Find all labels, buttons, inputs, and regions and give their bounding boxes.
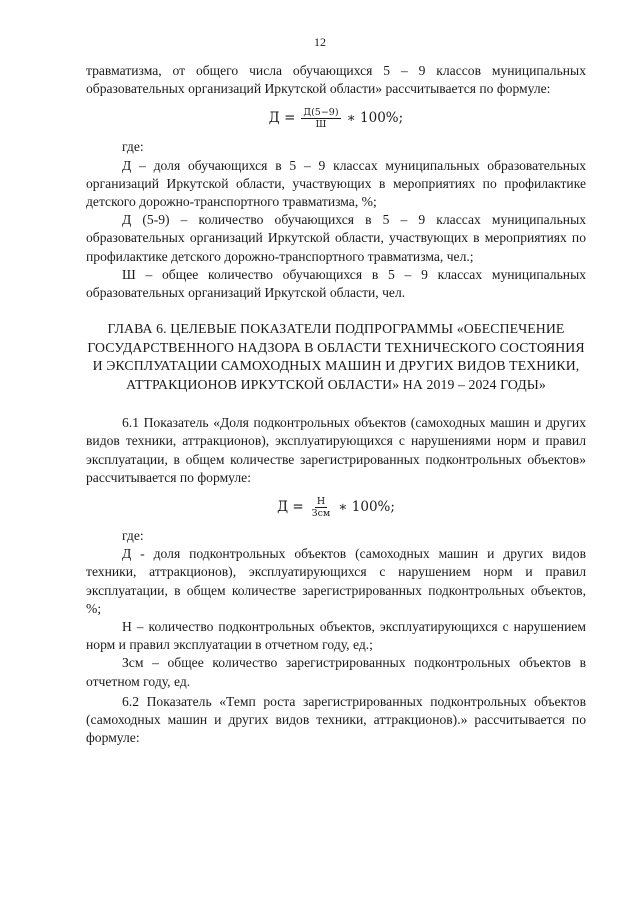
intro-paragraph: травматизма, от общего числа обучающихся 5 – 9 классов муниципальных образовательных организаций Иркутской области» рассчитывается по формуле: [86,63,586,97]
formula-fraction [301,107,340,130]
formula-numerator: Н [316,495,326,507]
paragraph-6-1: 6.1 Показатель «Доля подконтрольных объектов (самоходных машин и других видов техники, аттракционов), эксплуатирующихся с нарушениями норм и правил эксплуатации, в общем количестве зарегистрированных подконтрольных объектов» рассчитывается по формуле: [86,415,586,485]
formula-rhs: ∗ 100%; [338,498,395,515]
formula-share-of-students [86,101,586,135]
formula-lhs: Д = [277,498,304,515]
where-label: где: [122,139,144,155]
formula-lhs: Д = [268,110,296,127]
chapter-heading: ГЛАВА 6. ЦЕЛЕВЫЕ ПОКАЗАТЕЛИ ПОДПРОГРАММЫ «ОБЕСПЕЧЕНИЕ ГОСУДАРСТВЕННОГО НАДЗОРА В ОБЛАСТИ ТЕХНИЧЕСКОГО СОСТОЯНИЯ И ЭКСПЛУАТАЦИИ САМОХОДНЫХ МАШИН И ДРУГИХ ВИДОВ ТЕХНИКИ, АТТРАКЦИОНОВ ИРКУТСКОЙ ОБЛАСТИ» НА 2019 – 2024 ГОДЫ» [87,321,585,392]
formula-numerator: Д(5−9) [303,106,339,118]
paragraph-6-2: 6.2 Показатель «Темп роста зарегистрированных подконтрольных объектов (самоходных машин и других видов техники, аттракционов).» рассчитывается по формуле: [86,693,586,746]
formula-rhs: ∗ 100%; [346,110,404,127]
definition-d-5-9: Д (5-9) – количество обучающихся в 5 – 9 классах муниципальных образовательных организаций Иркутской области, участвующих в мероприятиях по профилактике детского дорожно-транспортного травматизма, чел.; [86,212,586,264]
where-label: где: [122,528,144,544]
formula-denominator: Зсм [311,507,331,519]
definition-d-objects: Д - доля подконтрольных объектов (самоходных машин и других видов техники, аттракционов), эксплуатирующихся с нарушением норм и правил эксплуатации, в общем количестве зарегистрированных подконтрольных объектов, %; [86,546,586,616]
formula-fraction [310,496,333,519]
page-content [86,62,586,747]
page-number: 12 [314,35,326,49]
definition-sh: Ш – общее количество обучающихся в 5 – 9 классах муниципальных образовательных организаций Иркутской области, чел. [86,266,586,301]
definition-zsm: Зсм – общее количество зарегистрированных подконтрольных объектов в отчетном году, ед. [86,655,586,689]
definition-d: Д – доля обучающихся в 5 – 9 классах муниципальных образовательных организаций Иркутской области, участвующих в мероприятиях по профилактике детского дорожно-транспортного травматизма, %; [86,157,586,210]
formula-denominator: Ш [315,118,327,130]
definition-n: Н – количество подконтрольных объектов, эксплуатирующихся с нарушением норм и правил эксплуатации в отчетном году, ед.; [86,619,586,653]
formula-share-of-objects [86,490,586,524]
